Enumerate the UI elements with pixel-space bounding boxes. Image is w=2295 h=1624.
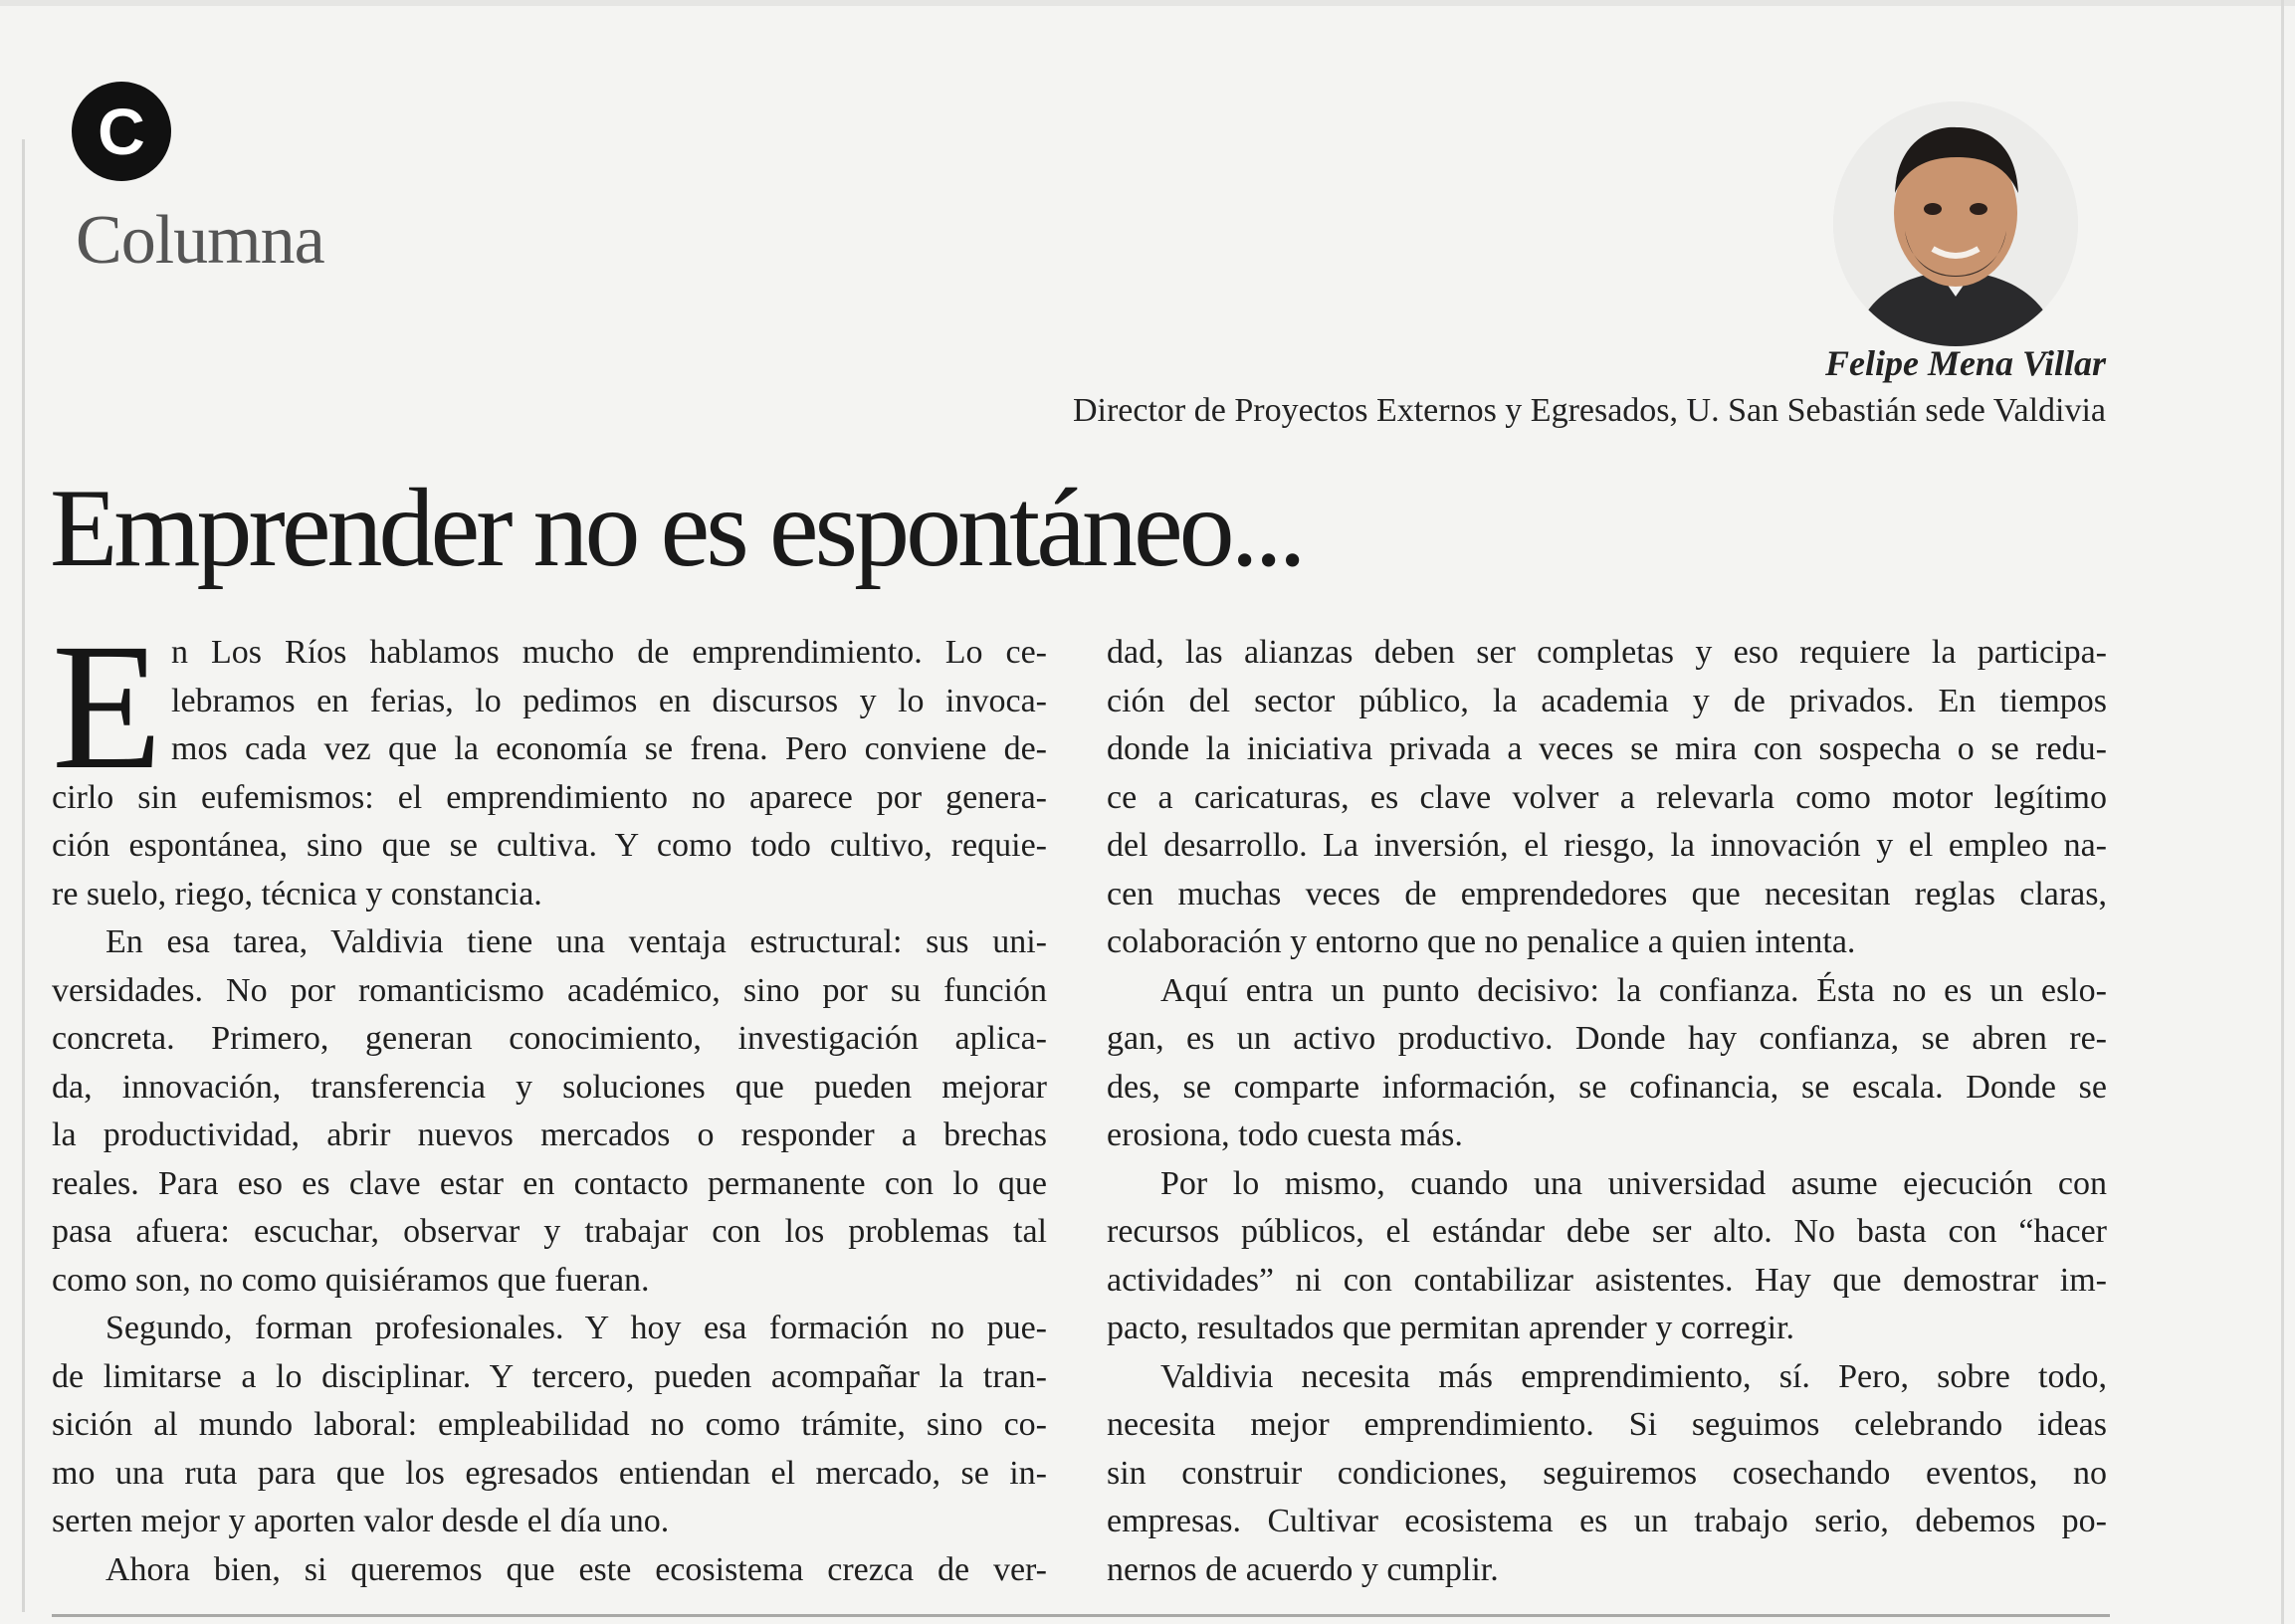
author-avatar [1833, 102, 2078, 346]
text-line: mo una ruta para que los egresados entiendan el mercado, se in- [52, 1454, 1047, 1492]
text-line: pacto, resultados que permitan aprender y corregir. [1107, 1310, 1795, 1346]
column-badge-icon [72, 82, 171, 181]
text-line: cirlo sin eufemismos: el emprendimiento no aparece por genera- [52, 778, 1047, 816]
text-line: Valdivia necesita más emprendimiento, sí. Pero, sobre todo, [1160, 1357, 2107, 1395]
bottom-rule [52, 1614, 2110, 1617]
text-line: nernos de acuerdo y cumplir. [1107, 1550, 1499, 1588]
column-badge-letter: C [98, 95, 145, 168]
text-line: concreta. Primero, generan conocimiento, investigación aplica- [52, 1020, 1047, 1057]
article-column-right [1107, 629, 2107, 1594]
text-line: sición al mundo laboral: empleabilidad no como trámite, sino co- [52, 1406, 1047, 1443]
text-line: ción espontánea, sino que se cultiva. Y como todo cultivo, requie- [52, 827, 1047, 864]
text-line: gan, es un activo productivo. Donde hay confianza, se abren re- [1107, 1020, 2107, 1057]
text-line: da, innovación, transferencia y soluciones que pueden mejorar [52, 1068, 1047, 1106]
text-line: actividades” ni con contabilizar asistentes. Hay que demostrar im- [1107, 1261, 2107, 1299]
text-line: versidades. No por romanticismo académico, sino por su función [52, 971, 1047, 1009]
text-line: ción del sector público, la academia y de privados. En tiempos [1107, 682, 2107, 719]
right-margin-rule [2281, 0, 2284, 1624]
text-line: Ahora bien, si queremos que este ecosistema crezca de ver- [105, 1550, 1047, 1588]
drop-cap: E [52, 607, 163, 807]
article-column-left [52, 607, 1047, 1594]
author-role: Director de Proyectos Externos y Egresados, U. San Sebastián sede Valdivia [1072, 392, 2106, 429]
text-line: mos cada vez que la economía se frena. Pero conviene de- [171, 730, 1047, 767]
text-line: pasa afuera: escuchar, observar y trabajar con los problemas tal [52, 1213, 1047, 1250]
author-name: Felipe Mena Villar [1824, 343, 2106, 383]
text-line: de limitarse a lo disciplinar. Y tercero, pueden acompañar la tran- [52, 1357, 1047, 1395]
text-line: Aquí entra un punto decisivo: la confianza. Ésta no es un eslo- [1160, 971, 2107, 1009]
text-line: re suelo, riego, técnica y constancia. [52, 875, 542, 913]
text-line: n Los Ríos hablamos mucho de emprendimiento. Lo ce- [171, 634, 1047, 671]
text-line: colaboración y entorno que no penalice a quien intenta. [1107, 923, 1856, 960]
text-line: ce a caricaturas, es clave volver a relevarla como motor legítimo [1107, 778, 2107, 816]
text-line: En esa tarea, Valdivia tiene una ventaja estructural: sus uni- [105, 923, 1047, 960]
text-line: cen muchas veces de emprendedores que necesitan reglas claras, [1107, 875, 2107, 913]
text-line: lebramos en ferias, lo pedimos en discursos y lo invoca- [171, 682, 1047, 719]
text-line: erosiona, todo cuesta más. [1107, 1116, 1463, 1153]
text-line: como son, no como quisiéramos que fueran. [52, 1261, 650, 1299]
section-label: Columna [76, 202, 324, 279]
article-headline: Emprender no es espontáneo... [50, 467, 1303, 590]
text-line: necesita mejor emprendimiento. Si seguimos celebrando ideas [1107, 1406, 2107, 1443]
text-line: la productividad, abrir nuevos mercados o responder a brechas [52, 1116, 1047, 1153]
text-line: dad, las alianzas deben ser completas y eso requiere la participa- [1107, 634, 2107, 671]
top-rule [0, 0, 2295, 6]
text-line: Segundo, forman profesionales. Y hoy esa formación no pue- [105, 1310, 1047, 1346]
author-portrait-icon [1833, 102, 2078, 346]
text-line: sin construir condiciones, seguiremos cosechando eventos, no [1107, 1454, 2107, 1492]
left-margin-rule [22, 139, 25, 1612]
text-line: del desarrollo. La inversión, el riesgo, la innovación y el empleo na- [1107, 827, 2107, 864]
text-line: recursos públicos, el estándar debe ser alto. No basta con “hacer [1107, 1213, 2107, 1250]
text-line: donde la iniciativa privada a veces se mira con sospecha o se redu- [1107, 730, 2107, 767]
text-line: serten mejor y aporten valor desde el día uno. [52, 1503, 670, 1539]
text-line: Por lo mismo, cuando una universidad asume ejecución con [1160, 1164, 2107, 1202]
text-line: empresas. Cultivar ecosistema es un trabajo serio, debemos po- [1107, 1503, 2107, 1539]
text-line: reales. Para eso es clave estar en contacto permanente con lo que [52, 1164, 1047, 1202]
text-line: des, se comparte información, se cofinancia, se escala. Donde se [1107, 1068, 2107, 1106]
